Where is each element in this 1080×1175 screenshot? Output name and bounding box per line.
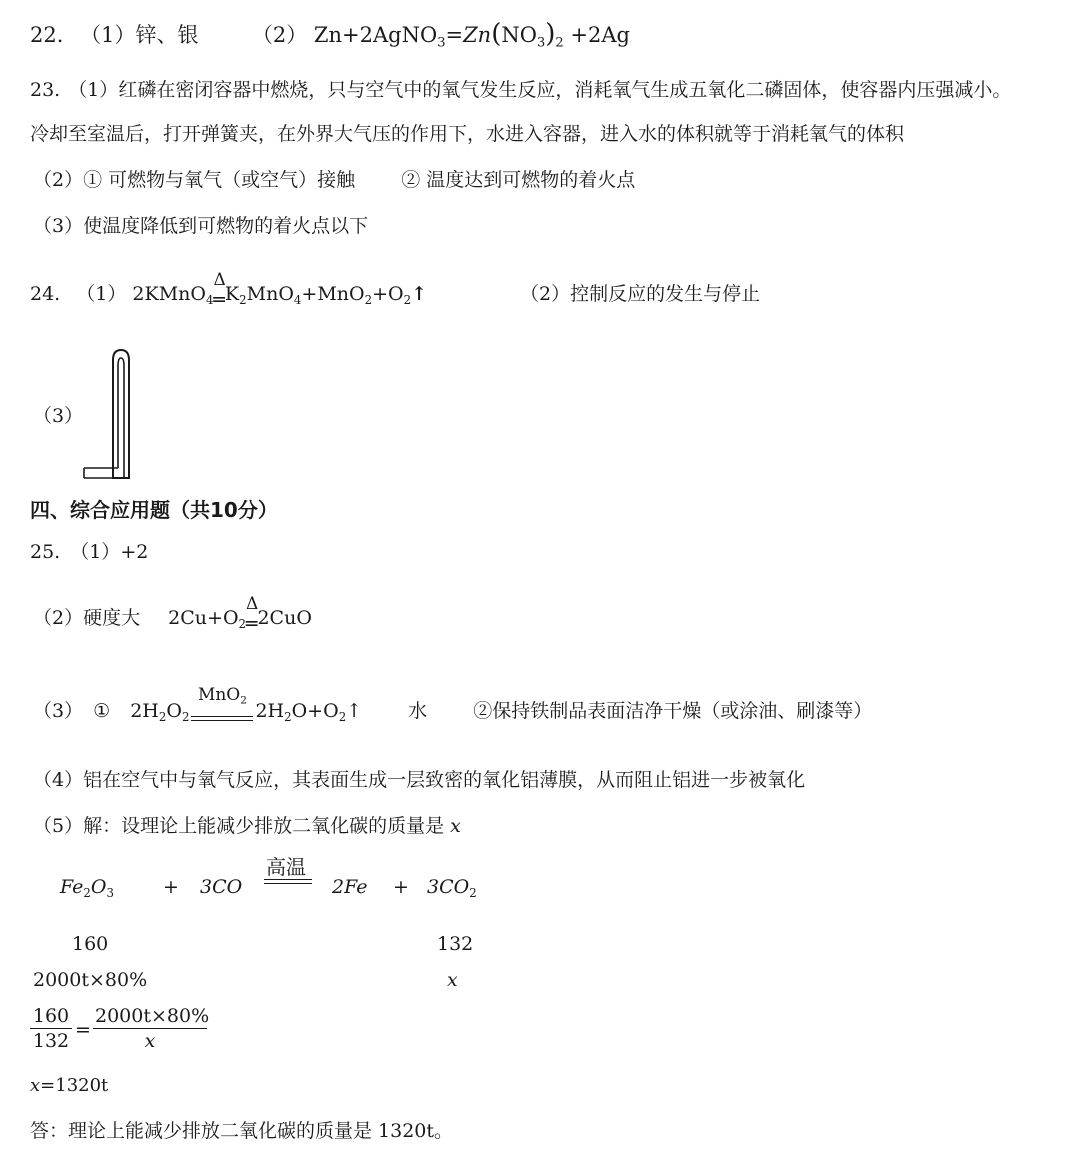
q22-part1-label: （1）: [80, 23, 136, 47]
calc-mass-160: 160: [72, 933, 109, 955]
q25-part1-text: +2: [120, 541, 149, 563]
calc-condition: 高温: [266, 855, 306, 879]
q23-part3-line: [33, 214, 368, 238]
calc-co2: $3CO_2$: [427, 876, 477, 901]
section4-heading: 四、综合应用题（共10分）: [30, 498, 278, 522]
q23-part1-text: 红磷在密闭容器中燃烧，只与空气中的氧气发生反应，消耗氧气生成五氧化二磷固体，使容器内压强减小。: [118, 79, 1012, 101]
q25-part2-line: （2）硬度大 $2Cu+O_2$ Δ ═2CuO: [33, 594, 312, 636]
q23-part2-b: 温度达到可燃物的着火点: [426, 169, 636, 191]
q25-part2-text: 硬度大: [83, 607, 141, 629]
q24-part2: （2）控制反应的发生与停止: [520, 283, 761, 305]
q25-part2-equation: $2Cu+O_2$ Δ ═2CuO: [168, 594, 312, 636]
calc-co: 3CO: [200, 876, 243, 898]
q22-line: [30, 19, 630, 56]
q23-part1-label: （1）: [68, 79, 119, 101]
q23-number: 23.: [30, 79, 61, 101]
calc-fraction-2: $\frac{2000t\times 80\%}{x}$: [95, 1005, 210, 1052]
calc-double-line: [264, 879, 312, 884]
q25-part4-text: 铝在空气中与氧气反应，其表面生成一层致密的氧化铝薄膜，从而阻止铝进一步被氧化: [83, 769, 806, 791]
q25-part5-line: （5）解：设理论上能减少排放二氧化碳的质量是 x: [33, 815, 461, 837]
calc-given: 2000t×80%: [33, 969, 148, 991]
q22-equation: $Zn+2AgNO_3=Zn(NO_3)_2 +2Ag$: [313, 19, 630, 51]
q25-part3-line: （3） ① $2H_2O_2$ MnO$_2$ $2H_2O+O_2↑$ 水 ②保持铁制品表面洁净干燥（或涂油、刷漆等）: [33, 685, 873, 725]
q25-part4-line: （4）铝在空气中与氧气反应，其表面生成一层致密的氧化铝薄膜，从而阻止铝进一步被氧化: [33, 769, 806, 791]
q23-part1-line2: 冷却至室温后，打开弹簧夹，在外界大气压的作用下，水进入容器，进入水的体积就等于消耗氧气的体积: [30, 123, 905, 145]
calc-unknown: x: [447, 969, 458, 991]
q24-equation: 2KMnO$_4$ Δ $═K_2MnO_4+MnO_2+O_2↑$: [132, 270, 428, 312]
calc-fe: 2Fe: [332, 876, 368, 898]
q22-part2-label: （2）: [251, 23, 308, 47]
q25-number: 25.: [30, 541, 61, 563]
calc-equals: =: [75, 1019, 91, 1041]
q25-answer: 答：理论上能减少排放二氧化碳的质量是 1320t。: [30, 1120, 454, 1142]
calc-mass-132: 132: [437, 933, 474, 955]
q24-part1-label: （1）: [76, 283, 127, 305]
q24-number: 24.: [30, 283, 61, 305]
q25-part3-water: 水: [408, 700, 428, 722]
q23-part2-a: 可燃物与氧气（或空气）接触: [108, 169, 356, 191]
q25-part5-text: 解：设理论上能减少排放二氧化碳的质量是: [83, 815, 445, 837]
q23-part1-line1: [30, 78, 1011, 102]
q23-part3-label: （3）: [33, 215, 84, 237]
q25-part1-line: 25. （1）+2: [30, 541, 149, 563]
q23-part2-line: （2）① 可燃物与氧气（或空气）接触 ② 温度达到可燃物的着火点: [33, 169, 636, 191]
calc-plus-1: +: [163, 876, 179, 898]
q23-part3-text: 使温度降低到可燃物的着火点以下: [83, 215, 369, 237]
calc-result: x=1320t: [30, 1075, 109, 1096]
q22-number: 22.: [30, 23, 64, 47]
q24-part1-line: [30, 270, 428, 312]
calc-fe2o3: $Fe_2O_3$: [60, 876, 114, 901]
q25-part3-equation: $2H_2O_2$ MnO$_2$ $2H_2O+O_2↑$: [130, 685, 363, 725]
q24-part3-label: （3）: [33, 405, 84, 427]
q25-part3-b: ②保持铁制品表面洁净干燥（或涂油、刷漆等）: [473, 700, 873, 722]
q22-part1-text: 锌、银: [135, 23, 199, 47]
calc-plus-2: +: [393, 876, 409, 898]
calc-fraction-1: $\frac{160}{132}$: [30, 1004, 72, 1053]
q23-part2-label: （2）: [33, 169, 84, 191]
gas-collection-tube-icon: [80, 344, 140, 484]
